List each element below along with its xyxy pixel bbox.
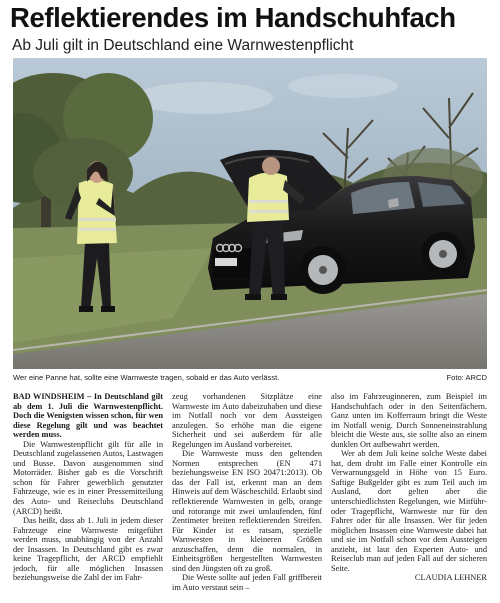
body-paragraph: Die Weste sollte auf jeden Fall griffbereit im Auto verstaut sein – — [172, 573, 322, 592]
license-plate — [215, 258, 237, 266]
author-byline: CLAUDIA LEHNER — [414, 573, 487, 583]
headline: Reflektierendes im Handschuhfach — [10, 2, 456, 33]
photo-caption: Wer eine Panne hat, sollte eine Warnweste tragen, sobald er das Auto verlässt. — [13, 373, 280, 382]
body-paragraph: Wer ab dem Juli keine solche Weste dabei hat, dem droht im Falle einer Kontrolle ein Verwarnungsgeld in Höhe von 15 Euro. Saftige Bußgelder gibt es zum Teil auch im Ausland, dort gelten aber die unterschiedlichsten Regelungen, wie Mitführ- oder Tragepflicht, Warnweste nur für den Fahrer oder für alle Insassen. Wer für jeden möglichen Insassen eine Warnweste dabei hat und sie im Notfall schon vor dem Aussteigen anzieht, ist laut den Experten Auto- und Reiseclub man auf jeden Fall auf der sicheren Seite. — [331, 449, 487, 573]
article-column-2 — [172, 392, 322, 602]
body-paragraph: also im Fahrzeuginneren, zum Beispiel im Handschuhfach oder in den Seitenfächern. Ganz unten im Kofferraum bringt die Weste im Notfall wenig. Durch Sonneneinstrahlung bleicht die Weste aus, sie sollte also an einem dunklen Ort aufbewahrt werden. — [331, 392, 487, 449]
subheadline: Ab Juli gilt in Deutschland eine Warnwestenpflicht — [12, 37, 354, 54]
article-column-3 — [331, 392, 487, 602]
wheel-front — [299, 246, 347, 294]
photo-illustration — [13, 58, 487, 369]
article-column-1 — [13, 392, 163, 602]
article-photo — [13, 58, 487, 369]
body-paragraph: Die Warnwestenpflicht gilt für alle in Deutschland zugelassenen Autos, Lastwagen und Busse. Davon ausgenommen sind Motorräder. Bisher gab es die Vorschrift schon für Fahrer gewerblich genutzter Fahrzeuge, wie es in einer Pressemitteilung des Auto- und Reiseclubs Deutschland (ARCD) heißt. — [13, 439, 163, 516]
photo-credit: Foto: ARCD — [446, 373, 487, 382]
body-paragraph: Die Warnweste muss den geltenden Normen entsprechen (EN 471 beziehungsweise EN ISO 20471:2013). Ob das der Fall ist, erkennt man an dem Hinweis auf dem Wäscheschild. Erlaubt sind reflektierende Warnwesten in gelb, orange und rotorange mit zwei umlaufenden, fünf Zentimeter breiten reflektierenden Streifen. Für Kinder ist es ratsam, spezielle Warnwesten in kleineren Größen anzuschaffen, denn die normalen, in Einheitsgrößen hergestellten Warnwesten sind den Jüngsten oft zu groß. — [172, 449, 322, 573]
lead-paragraph: BAD WINDSHEIM – In Deutschland gilt ab dem 1. Juli die Warnwestenpflicht. Doch die Wenigsten wissen schon, für wen diese Regelung gilt und was beachtet werden muss. — [13, 392, 163, 440]
wheel-rear — [421, 232, 465, 276]
body-paragraph: Das heißt, dass ab 1. Juli in jedem dieser Fahrzeuge eine Warnweste mitgeführt werden muss, unabhängig von der Anzahl der Insassen. In Deutschland gibt es zwar keine Tragepflicht, der ARCD empfiehlt jedoch, für alle möglichen Insassen beziehungsweise die Zahl der im Fahr- — [13, 516, 163, 583]
body-paragraph: zeug vorhandenen Sitzplätze eine Warnweste im Auto dabeizuhaben und diese im Notfall noch vor dem Aussteigen anzulegen. So erhöhe man die eigene Sicherheit und sei außerdem für alle Regelungen im Ausland vorbereitet. — [172, 392, 322, 449]
